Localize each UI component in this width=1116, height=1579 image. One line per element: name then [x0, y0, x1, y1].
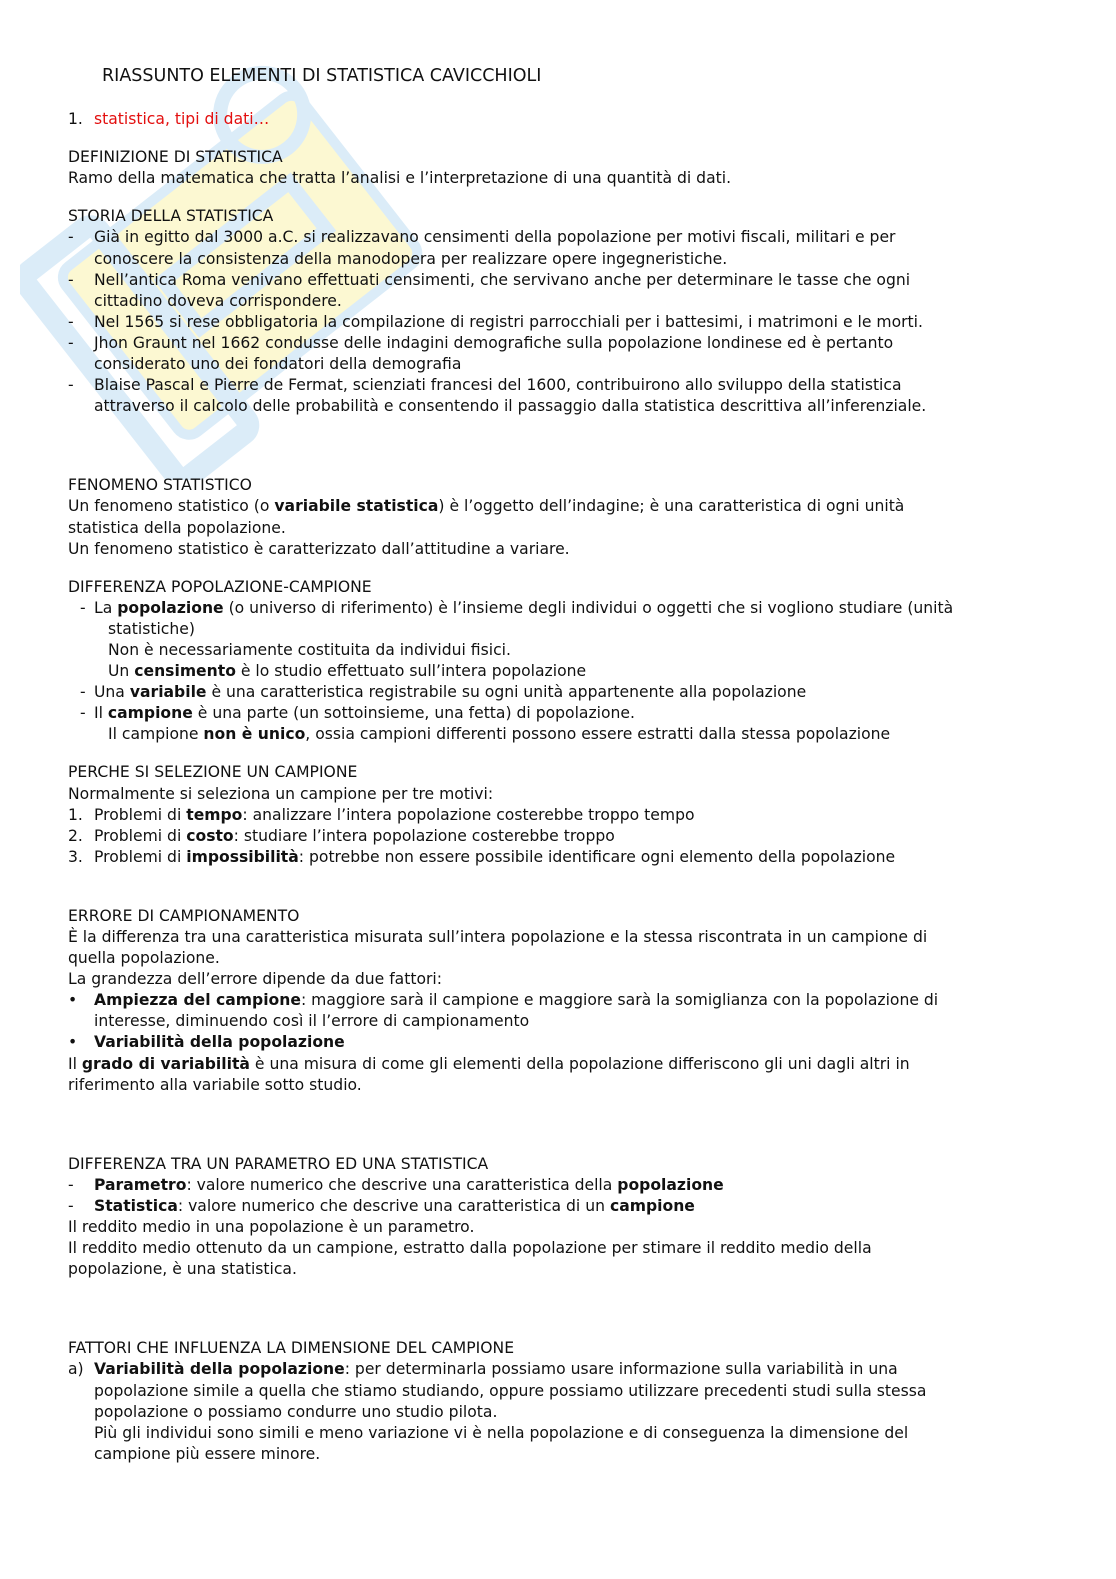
- list-text: Il campione è una parte (un sottoinsieme, una fetta) di popolazione.: [94, 704, 635, 723]
- dash-bullet: -: [68, 1175, 74, 1194]
- paragraph: Il reddito medio ottenuto da un campione, estratto dalla popolazione per stimare il reddito medio della: [68, 1239, 872, 1258]
- dash-bullet: -: [68, 376, 74, 395]
- section-storia: [68, 206, 1048, 417]
- list-text: popolazione o possiamo condurre uno studio pilota.: [94, 1402, 498, 1421]
- list-number: 3.: [68, 847, 83, 866]
- section-definizione: [68, 147, 1048, 189]
- paragraph: Un fenomeno statistico è caratterizzato dall’attitudine a variare.: [68, 539, 570, 558]
- dash-bullet: -: [68, 312, 74, 331]
- list-item: [68, 270, 1048, 312]
- list-item: [68, 1175, 1048, 1196]
- list-text: Jhon Graunt nel 1662 condusse delle indagini demografiche sulla popolazione londinese ed è pertanto: [94, 333, 894, 352]
- list-item: [68, 227, 1048, 269]
- list-item: [68, 682, 1048, 703]
- section-heading: DEFINIZIONE DI STATISTICA: [68, 148, 283, 167]
- list-text: interesse, diminuendo così il l’errore di campionamento: [94, 1012, 530, 1031]
- list-item: [68, 990, 1048, 1011]
- list-text: Variabilità della popolazione: [94, 1033, 345, 1052]
- list-text: attraverso il calcolo delle probabilità e consentendo il passaggio dalla statistica descrittiva all’inferenziale.: [94, 397, 927, 416]
- list-item: [68, 1359, 1048, 1380]
- list-text: considerato uno dei fondatori della demografia: [94, 355, 462, 374]
- list-letter: a): [68, 1360, 84, 1379]
- list-text: Il campione non è unico, ossia campioni differenti possono essere estratti dalla stessa popolazione: [108, 725, 891, 744]
- page-title: RIASSUNTO ELEMENTI DI STATISTICA CAVICCHIOLI: [102, 66, 542, 86]
- list-item: [68, 312, 1048, 333]
- list-item: [68, 805, 1048, 826]
- list-text: Una variabile è una caratteristica registrabile su ogni unità appartenente alla popolazione: [94, 683, 807, 702]
- paragraph: Normalmente si seleziona un campione per tre motivi:: [68, 784, 494, 803]
- list-text: Statistica: valore numerico che descrive una caratteristica di un campione: [94, 1196, 695, 1215]
- paragraph: popolazione, è una statistica.: [68, 1260, 297, 1279]
- section-heading: FENOMENO STATISTICO: [68, 476, 252, 495]
- section-heading: DIFFERENZA TRA UN PARAMETRO ED UNA STATISTICA: [68, 1154, 489, 1173]
- list-text: Già in egitto dal 3000 a.C. si realizzavano censimenti della popolazione per motivi fiscali, militari e per: [94, 228, 896, 247]
- list-item: [68, 333, 1048, 375]
- dash-bullet: -: [80, 598, 86, 617]
- section-heading: DIFFERENZA POPOLAZIONE-CAMPIONE: [68, 577, 372, 596]
- list-item: [68, 598, 1048, 619]
- dash-bullet: -: [68, 228, 74, 247]
- list-text: cittadino doveva corrispondere.: [94, 291, 342, 310]
- dash-bullet: -: [68, 333, 74, 352]
- paragraph: La grandezza dell’errore dipende da due fattori:: [68, 970, 443, 989]
- section-parametro: [68, 1154, 1048, 1281]
- list-text: Un censimento è lo studio effettuato sull’intera popolazione: [108, 662, 587, 681]
- list-text: Variabilità della popolazione: per determinarla possiamo usare informazione sulla variabilità in una: [94, 1360, 898, 1379]
- list-item: [68, 847, 1048, 868]
- paragraph: quella popolazione.: [68, 949, 220, 968]
- list-text: statistiche): [108, 619, 195, 638]
- dash-bullet: -: [80, 683, 86, 702]
- section-fattori: [68, 1338, 1048, 1465]
- list-text: La popolazione (o universo di riferimento) è l’insieme degli individui o oggetti che si vogliono studiare (unità: [94, 598, 954, 617]
- dash-bullet: -: [68, 270, 74, 289]
- section-heading: PERCHE SI SELEZIONE UN CAMPIONE: [68, 763, 358, 782]
- dash-bullet: -: [68, 1196, 74, 1215]
- list-text: Più gli individui sono simili e meno variazione vi è nella popolazione e di conseguenza la dimensione del: [94, 1423, 909, 1442]
- paragraph: Ramo della matematica che tratta l’analisi e l’interpretazione di una quantità di dati.: [68, 169, 732, 188]
- section-errore: [68, 906, 1048, 1096]
- list-item: [68, 826, 1048, 847]
- paragraph: statistica della popolazione.: [68, 518, 286, 537]
- section-heading: STORIA DELLA STATISTICA: [68, 207, 274, 226]
- list-number: 1.: [68, 805, 83, 824]
- list-item: [68, 1196, 1048, 1217]
- paragraph: Il grado di variabilità è una misura di come gli elementi della popolazione differiscono gli uni dagli altri in: [68, 1054, 910, 1073]
- list-text: campione più essere minore.: [94, 1444, 321, 1463]
- list-text: Parametro: valore numerico che descrive una caratteristica della popolazione: [94, 1175, 724, 1194]
- list-item: [68, 375, 1048, 417]
- list-text: conoscere la consistenza della manodopera per realizzare opere ingegneristiche.: [94, 249, 728, 268]
- list-text: Problemi di tempo: analizzare l’intera popolazione costerebbe troppo tempo: [94, 805, 695, 824]
- list-item: [68, 1032, 1048, 1053]
- bullet-dot: •: [68, 1033, 78, 1052]
- list-text: Blaise Pascal e Pierre de Fermat, scienziati francesi del 1600, contribuirono allo sviluppo della statistica: [94, 376, 902, 395]
- section-heading: FATTORI CHE INFLUENZA LA DIMENSIONE DEL CAMPIONE: [68, 1339, 515, 1358]
- document-body: [68, 66, 1048, 1465]
- section-perche: [68, 762, 1048, 867]
- list-number: 2.: [68, 826, 83, 845]
- dash-bullet: -: [80, 704, 86, 723]
- paragraph: riferimento alla variabile sotto studio.: [68, 1075, 362, 1094]
- list-text: Nel 1565 si rese obbligatoria la compilazione di registri parrocchiali per i battesimi, i matrimoni e le morti.: [94, 312, 923, 331]
- bullet-dot: •: [68, 991, 78, 1010]
- paragraph: Un fenomeno statistico (o variabile statistica) è l’oggetto dell’indagine; è una caratteristica di ogni unità: [68, 497, 905, 516]
- list-text: Problemi di impossibilità: potrebbe non essere possibile identificare ogni elemento della popolazione: [94, 847, 896, 866]
- chapter-number: 1.: [68, 110, 83, 129]
- section-differenza: [68, 577, 1048, 746]
- chapter-heading: [68, 109, 1048, 130]
- section-heading: ERRORE DI CAMPIONAMENTO: [68, 906, 300, 925]
- list-text: Ampiezza del campione: maggiore sarà il campione e maggiore sarà la somiglianza con la popolazione di: [94, 991, 939, 1010]
- list-text: popolazione simile a quella che stiamo studiando, oppure possiamo utilizzare precedenti studi sulla stessa: [94, 1381, 927, 1400]
- section-fenomeno: [68, 475, 1048, 559]
- list-item: [68, 703, 1048, 724]
- chapter-title: statistica, tipi di dati…: [94, 110, 270, 129]
- list-text: Non è necessariamente costituita da individui fisici.: [108, 640, 511, 659]
- paragraph: È la differenza tra una caratteristica misurata sull’intera popolazione e la stessa riscontrata in un campione di: [68, 928, 928, 946]
- paragraph: Il reddito medio in una popolazione è un parametro.: [68, 1218, 475, 1237]
- list-text: Nell’antica Roma venivano effettuati censimenti, che servivano anche per determinare le tasse che ogni: [94, 270, 911, 289]
- list-text: Problemi di costo: studiare l’intera popolazione costerebbe troppo: [94, 826, 615, 845]
